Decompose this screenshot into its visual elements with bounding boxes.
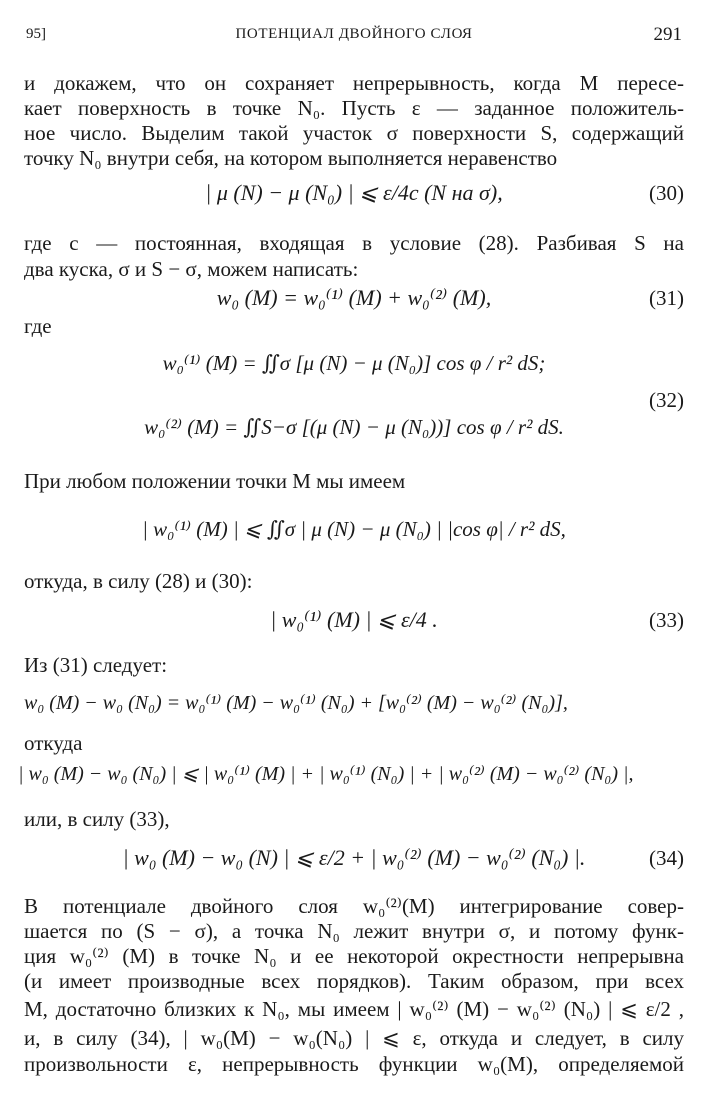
running-title: ПОТЕНЦИАЛ ДВОЙНОГО СЛОЯ <box>235 26 473 42</box>
equation-inequality: | w₀⁽¹⁾ (M) | ⩽ ∬σ | μ (N) − μ (N₀) | |cos φ| / r² dS, <box>142 517 566 541</box>
paragraph-line: и докажем, что он сохраняет непрерывность, когда M пересе- <box>24 71 684 95</box>
equation-30 <box>0 178 708 208</box>
paragraph-line: В потенциале двойного слоя w₀⁽²⁾(M) интегрирование совер- <box>24 894 684 918</box>
equation-number: (34) <box>649 846 684 870</box>
equation-number: (33) <box>649 608 684 632</box>
paragraph-line: ное число. Выделим такой участок σ поверхности S, содержащий <box>24 121 684 145</box>
equation-absolute: | w₀ (M) − w₀ (N₀) | ⩽ | w₀⁽¹⁾ (M) | + | w₀⁽¹⁾ (N₀) | + | w₀⁽²⁾ (M) − w₀⁽²⁾ (N₀) |, <box>18 763 634 785</box>
equation-number: (31) <box>649 286 684 310</box>
equation-body: | w₀⁽¹⁾ (M) | ⩽ ε/4 . <box>270 607 438 632</box>
paragraph-line: шается по (S − σ), а точка N₀ лежит внутри σ, и потому функ- <box>24 919 684 943</box>
equation-32b: w₀⁽²⁾ (M) = ∬S−σ [(μ (N) − μ (N₀))] cos φ / r² dS. <box>144 415 564 439</box>
paragraph-line: Из (31) следует: <box>24 653 168 677</box>
equation-32a: w₀⁽¹⁾ (M) = ∬σ [μ (N) − μ (N₀)] cos φ / r² dS; <box>162 351 546 375</box>
paragraph-line: где c — постоянная, входящая в условие (28). Разбивая S на <box>24 231 684 255</box>
paragraph-line: точку N₀ внутри себя, на котором выполняется неравенство <box>24 146 558 170</box>
equation-body: | μ (N) − μ (N₀) | ⩽ ε/4c (N на σ), <box>205 180 503 205</box>
paragraph-line: ция w₀⁽²⁾ (M) в точке N₀ и ее некоторой окрестности непрерывна <box>24 944 684 968</box>
paragraph-line: или, в силу (33), <box>24 807 170 831</box>
paragraph-line: (и имеет производные всех порядков). Таким образом, при всех <box>24 969 684 993</box>
equation-body: | w₀ (M) − w₀ (N) | ⩽ ε/2 + | w₀⁽²⁾ (M) − w₀⁽²⁾ (N₀) |. <box>122 845 586 870</box>
equation-number: (30) <box>649 181 684 205</box>
paragraph-line: два куска, σ и S − σ, можем написать: <box>24 257 359 281</box>
equation-body: w₀ (M) = w₀⁽¹⁾ (M) + w₀⁽²⁾ (M), <box>216 285 492 310</box>
running-header <box>26 24 682 50</box>
paragraph-line: откуда, в силу (28) и (30): <box>24 569 253 593</box>
paragraph-line: произвольности ε, непрерывность функции w₀(M), определяемой <box>24 1052 684 1076</box>
section-number: 95] <box>26 26 46 42</box>
equation-31 <box>0 283 708 313</box>
paragraph-line: и, в силу (34), | w₀(M) − w₀(N₀) | ⩽ ε, откуда и следует, в силу <box>24 1026 684 1050</box>
page-number: 291 <box>653 24 682 45</box>
equation-difference: w₀ (M) − w₀ (N₀) = w₀⁽¹⁾ (M) − w₀⁽¹⁾ (N₀) + [w₀⁽²⁾ (M) − w₀⁽²⁾ (N₀)], <box>24 692 568 714</box>
paragraph-line: При любом положении точки M мы имеем <box>24 469 406 493</box>
equation-33 <box>0 605 708 635</box>
paragraph-line: откуда <box>24 731 83 755</box>
paragraph-line: кает поверхность в точке N₀. Пусть ε — заданное положитель- <box>24 96 684 120</box>
equation-number: (32) <box>649 388 684 412</box>
paragraph-line: M, достаточно близких к N₀, мы имеем | w₀⁽²⁾ (M) − w₀⁽²⁾ (N₀) | ⩽ ε/2 , <box>24 997 684 1021</box>
equation-34 <box>0 843 708 873</box>
paragraph-line: где <box>24 314 52 338</box>
